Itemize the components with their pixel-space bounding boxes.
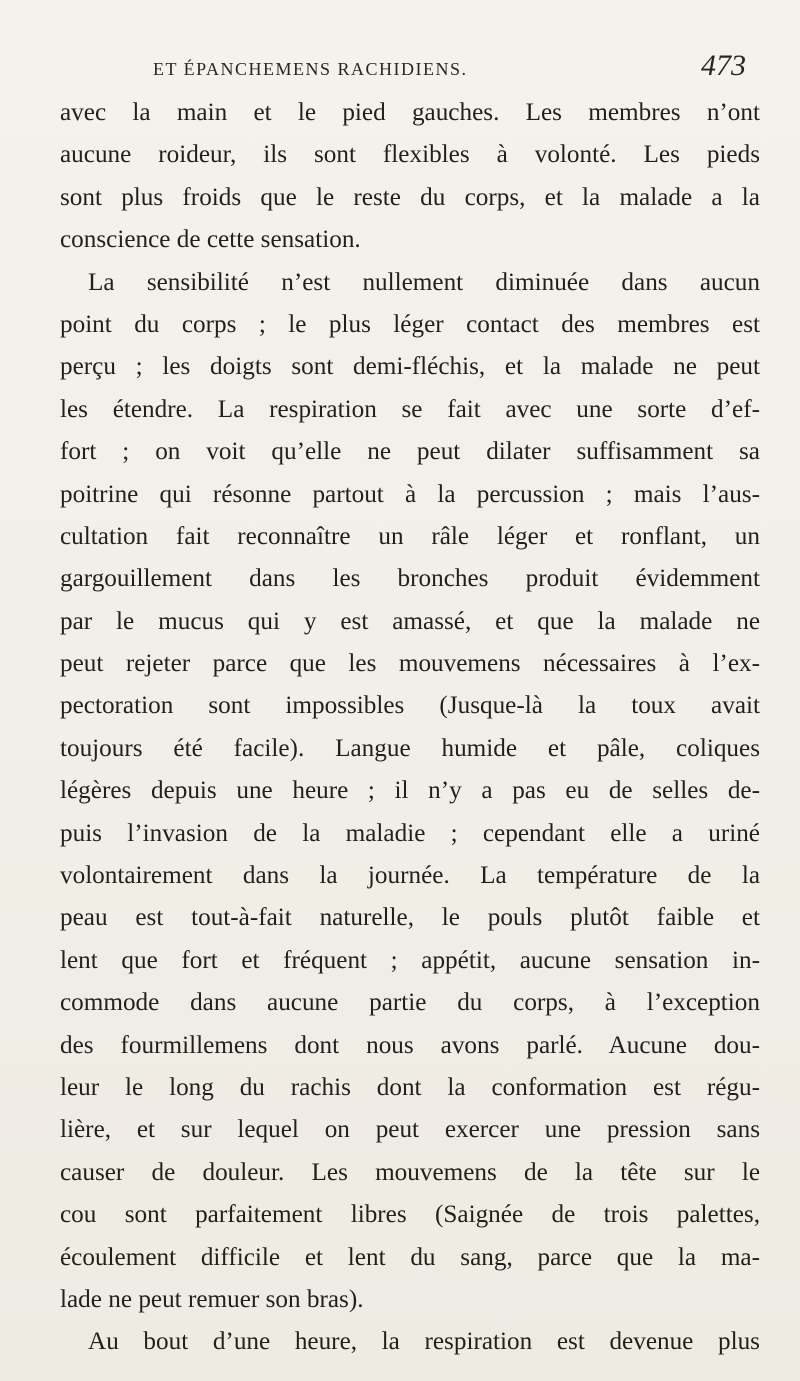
text-line: des fourmillemens dont nous avons parlé. Aucune dou- xyxy=(60,1031,760,1059)
text-line: volontairement dans la journée. La température de la xyxy=(60,862,760,890)
text-line: écoulement difficile et lent du sang, parce que la ma- xyxy=(60,1243,760,1271)
body-text xyxy=(60,92,760,1364)
text-line: lière, et sur lequel on peut exercer une pression sans xyxy=(60,1116,760,1144)
text-line: lade ne peut remuer son bras). xyxy=(60,1285,364,1313)
text-line: peut rejeter parce que les mouvemens nécessaires à l’ex- xyxy=(60,650,760,678)
text-line: aucune roideur, ils sont flexibles à volonté. Les pieds xyxy=(60,141,760,169)
text-line: point du corps ; le plus léger contact des membres est xyxy=(60,310,760,338)
page-header xyxy=(0,49,800,95)
text-line: gargouillement dans les bronches produit évidemment xyxy=(60,565,760,593)
text-line: fort ; on voit qu’elle ne peut dilater suffisamment sa xyxy=(60,438,760,466)
text-line: cou sont parfaitement libres (Saignée de trois palettes, xyxy=(60,1201,760,1229)
text-line: légères depuis une heure ; il n’y a pas eu de selles de- xyxy=(60,777,760,805)
text-line: puis l’invasion de la maladie ; cependant elle a uriné xyxy=(60,819,760,847)
text-line: cultation fait reconnaître un râle léger et ronflant, un xyxy=(60,522,760,550)
text-line: peau est tout-à-fait naturelle, le pouls plutôt faible et xyxy=(60,904,760,932)
text-line: pectoration sont impossibles (Jusque-là la toux avait xyxy=(60,692,760,720)
text-line: conscience de cette sensation. xyxy=(60,226,361,254)
text-line: causer de douleur. Les mouvemens de la tête sur le xyxy=(60,1158,760,1186)
text-line: les étendre. La respiration se fait avec une sorte d’ef- xyxy=(60,395,760,423)
text-line: toujours été facile). Langue humide et pâle, coliques xyxy=(60,734,760,762)
running-head: ET ÉPANCHEMENS RACHIDIENS. xyxy=(153,59,468,79)
text-line: lent que fort et fréquent ; appétit, aucune sensation in- xyxy=(60,946,760,974)
text-line: perçu ; les doigts sont demi-fléchis, et la malade ne peut xyxy=(60,353,760,381)
text-line: sont plus froids que le reste du corps, et la malade a la xyxy=(60,183,760,211)
text-line: leur le long du rachis dont la conformation est régu- xyxy=(60,1073,760,1101)
text-line: poitrine qui résonne partout à la percussion ; mais l’aus- xyxy=(60,480,760,508)
text-line: La sensibilité n’est nullement diminuée dans aucun xyxy=(88,268,760,296)
text-line: avec la main et le pied gauches. Les membres n’ont xyxy=(60,99,760,126)
text-line: par le mucus qui y est amassé, et que la malade ne xyxy=(60,607,760,635)
text-line: commode dans aucune partie du corps, à l’exception xyxy=(60,989,760,1017)
text-line: Au bout d’une heure, la respiration est devenue plus xyxy=(88,1328,760,1356)
page-number: 473 xyxy=(701,49,746,82)
